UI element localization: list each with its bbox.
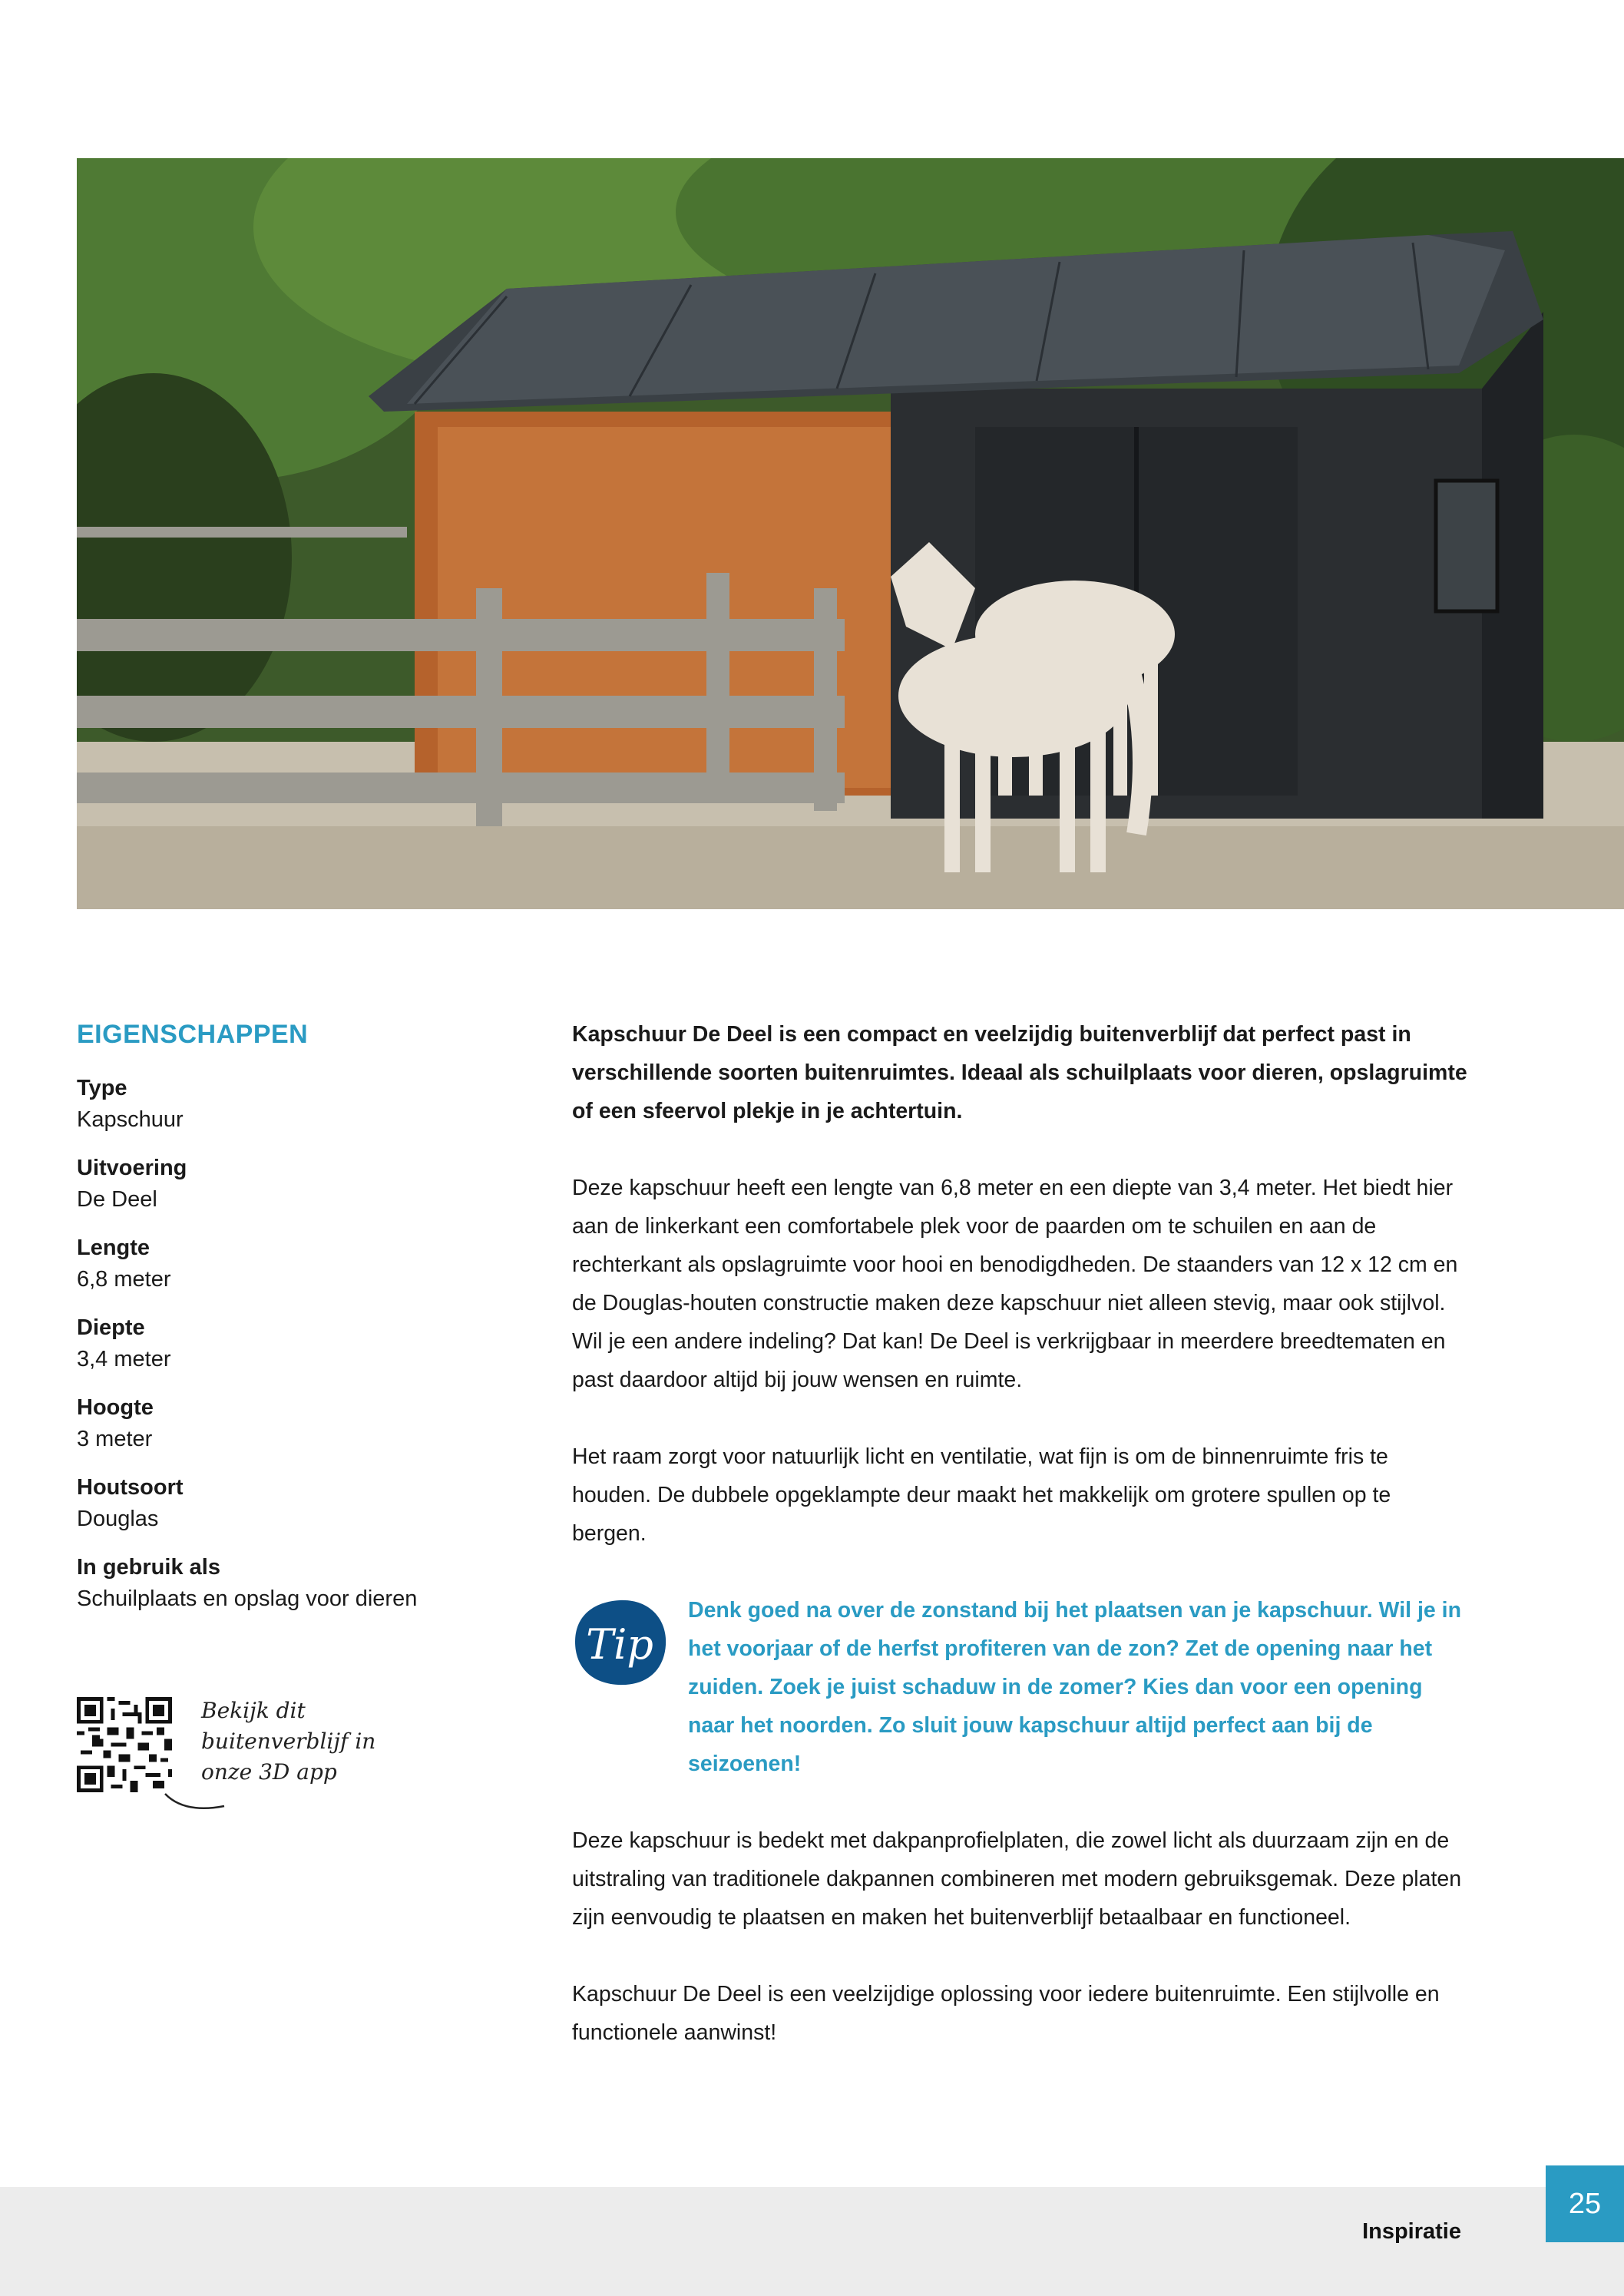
article-body [572,1015,1470,2090]
qr-note-line: onze 3D app [201,1759,337,1785]
shed-with-ponies-image [77,158,1624,909]
qr-note-line: Bekijk dit [201,1698,306,1723]
property-value: Schuilplaats en opslag voor dieren [77,1586,418,1611]
property-value: 3 meter [77,1427,153,1451]
property-label: In gebruik als [77,1555,220,1580]
property-value: 6,8 meter [77,1267,171,1292]
property-label: Lengte [77,1236,150,1260]
property-value: Douglas [77,1507,159,1531]
property-label: Houtsoort [77,1475,184,1500]
tip-callout [572,1591,1470,1783]
property-value: Kapschuur [77,1107,184,1132]
tip-badge-icon [572,1597,669,1688]
page-number: 25 [1546,2165,1624,2242]
property-lengte [77,1232,507,1295]
property-label: Type [77,1076,127,1100]
article-paragraph: Het raam zorgt voor natuurlijk licht en ventilatie, wat fijn is om de binnenruimte fris te houden. De dubbele opgeklampte deur maakt het makkelijk om grotere spullen op te bergen. [572,1444,1391,1546]
article-paragraph: Deze kapschuur heeft een lengte van 6,8 meter en een diepte van 3,4 meter. Het biedt hier aan de linkerkant een comfortabele plek voor de paarden om te schuilen en aan de rechterkant als opslagruimte voor hooi en benodigdheden. De staanders van 12 x 12 cm en de Douglas-houten constructie maken deze kapschuur niet alleen stevig, maar ook stijlvol. Wil je een andere indeling? Dat kan! De Deel is verkrijgbaar in meerdere breedtematen en past daardoor altijd bij jouw wensen en ruimte. [572,1176,1458,1392]
article-intro: Kapschuur De Deel is een compact en veelzijdig buitenverblijf dat perfect past in verschillende soorten buitenruimtes. Ideaal als schuilplaats voor dieren, opslagruimte of een sfeervol plekje in je achtertuin. [572,1022,1467,1123]
property-label: Hoogte [77,1395,154,1420]
property-gebruik [77,1552,507,1615]
article-paragraph: Kapschuur De Deel is een veelzijdige oplossing voor iedere buitenruimte. Een stijlvolle en functionele aanwinst! [572,1982,1440,2045]
curved-arrow-icon [161,1788,230,1818]
tip-text: Denk goed na over de zonstand bij het plaatsen van je kapschuur. Wil je in het voorjaar of de herfst profiteren van de zon? Zet de opening naar het zuiden. Zoek je juist schaduw in de zomer? Kies dan voor een opening naar het noorden. Zo sluit jouw kapschuur altijd perfect aan bij de seizoenen! [688,1598,1461,1776]
article-paragraph: Deze kapschuur is bedekt met dakpanprofielplaten, die zowel licht als duurzaam zijn en de uitstraling van traditionele dakpannen combineren met modern gebruiksgemak. Deze platen zijn eenvoudig te plaatsen en maken het buitenverblijf betaalbaar en functioneel. [572,1828,1462,1930]
property-type [77,1073,507,1136]
qr-note [201,1696,401,1788]
property-value: De Deel [77,1187,157,1212]
property-uitvoering [77,1153,507,1216]
property-label: Uitvoering [77,1156,187,1180]
properties-heading: EIGENSCHAPPEN [77,1020,309,1049]
tip-badge-label: Tip [586,1620,653,1669]
qr-code-icon[interactable] [77,1697,172,1792]
hero-photo [77,158,1624,909]
property-houtsoort [77,1472,507,1535]
footer-section-label: Inspiratie [1362,2219,1461,2244]
property-value: 3,4 meter [77,1347,171,1371]
qr-note-line: buitenverblijf in [201,1729,376,1754]
property-hoogte [77,1392,507,1455]
property-diepte [77,1312,507,1375]
property-label: Diepte [77,1315,145,1340]
properties-panel [77,1020,507,1632]
